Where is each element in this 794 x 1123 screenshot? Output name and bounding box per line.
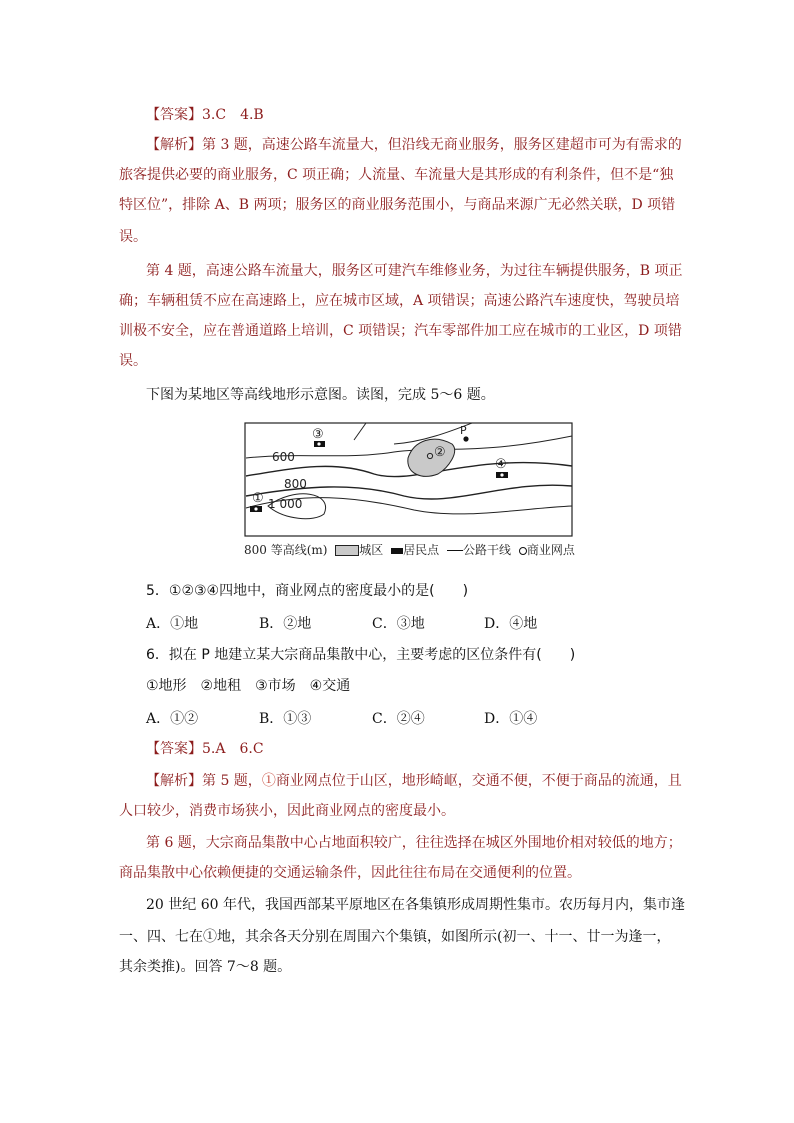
q6-option-d[interactable]: D．①④	[484, 711, 538, 727]
legend-city-swatch	[335, 545, 359, 556]
answer-label: 【答案】	[146, 107, 202, 123]
question-6-stem: 6．拟在 P 地建立某大宗商品集散中心，主要考虑的区位条件有( )	[146, 647, 576, 663]
q6-option-a[interactable]: A．①②	[146, 711, 199, 727]
analysis-label: 【解析】	[146, 137, 202, 153]
analysis-line: 误。	[119, 353, 147, 369]
analysis-line	[146, 772, 682, 790]
shop-4	[500, 473, 503, 476]
analysis-line: 第 6 题，大宗商品集散中心占地面积较广，往往选择在城区外围地价相对较低的地方；	[146, 835, 682, 851]
q6-option-b[interactable]: B．①③	[259, 711, 312, 727]
analysis-line: 人口较少，消费市场狭小，因此商业网点的密度最小。	[119, 803, 455, 819]
legend-residence: 居民点	[403, 543, 440, 557]
answer-value: 3.C 4.B	[202, 107, 264, 123]
analysis-line	[146, 136, 682, 154]
analysis-line: 商品集散中心依赖便捷的交通运输条件，因此往往布局在交通便利的位置。	[119, 865, 581, 881]
q6-option-c[interactable]: C．②④	[372, 711, 425, 727]
analysis-line: 特区位”，排除 A、B 两项；服务区的商业服务范围小，与商品来源广无必然关联，D 项错	[119, 197, 676, 213]
analysis-text: ①	[261, 773, 276, 789]
analysis-line: 训极不安全，应在普通道路上培训，C 项错误；汽车零部件加工应在城市的工业区，D 项错	[119, 323, 682, 339]
legend-residence-swatch	[391, 548, 403, 554]
label-n1: ①	[252, 491, 264, 506]
legend-road-swatch	[447, 550, 463, 551]
label-600: 600	[272, 450, 295, 464]
legend-shop-swatch	[519, 547, 527, 555]
label-800: 800	[284, 477, 307, 491]
legend-contour: 800 等高线(m)	[244, 543, 328, 557]
question-5-stem: 5．①②③④四地中，商业网点的密度最小的是( )	[146, 583, 469, 599]
answer-value: 5.A 6.C	[202, 741, 264, 757]
shop-3	[317, 442, 320, 445]
answer-5-6	[146, 740, 264, 758]
analysis-text: 第 5 题，	[202, 773, 262, 789]
analysis-line: 旅客提供必要的商业服务，C 项正确；人流量、车流量大是其形成的有利条件，但不是“独	[119, 167, 674, 183]
intro-7-8: 一、四、七在①地，其余各天分别在周围六个集镇，如图所示(初一、十一、廿一为逢一，	[119, 929, 671, 945]
question-6-items: ①地形 ②地租 ③市场 ④交通	[146, 678, 351, 694]
intro-5-6: 下图为某地区等高线地形示意图。读图，完成 5～6 题。	[146, 387, 495, 403]
intro-7-8: 20 世纪 60 年代，我国西部某平原地区在各集镇形成周期性集市。农历每月内，集市逢	[146, 897, 685, 913]
legend-road: 公路干线	[462, 543, 511, 557]
answer-3-4	[146, 106, 264, 124]
analysis-text: 第 3 题，高速公路车流量大，但沿线无商业服务，服务区建超市可为有需求的	[202, 137, 682, 153]
analysis-line: 第 4 题，高速公路车流量大，服务区可建汽车维修业务，为过往车辆提供服务，B 项正	[146, 263, 683, 279]
label-n2: ②	[434, 445, 446, 460]
point-p	[463, 436, 468, 441]
q5-option-d[interactable]: D．④地	[484, 616, 538, 632]
analysis-label: 【解析】	[146, 773, 202, 789]
q5-option-c[interactable]: C．③地	[372, 616, 425, 632]
answer-label: 【答案】	[146, 741, 202, 757]
map-legend	[244, 541, 575, 558]
analysis-line: 误。	[119, 229, 147, 245]
label-p: P	[460, 424, 467, 437]
legend-city: 城区	[359, 543, 384, 557]
q5-option-b[interactable]: B．②地	[259, 616, 312, 632]
legend-shop: 商业网点	[526, 543, 575, 557]
label-n3: ③	[312, 427, 324, 442]
analysis-text: 商业网点位于山区，地形崎岖，交通不便，不便于商品的流通，且	[275, 773, 682, 789]
label-1000: 1 000	[268, 497, 303, 511]
label-n4: ④	[495, 457, 507, 472]
intro-7-8: 其余类推)。回答 7～8 题。	[119, 959, 292, 975]
contour-map	[244, 422, 574, 538]
shop-1	[254, 507, 257, 510]
analysis-line: 确；车辆租赁不应在高速路上，应在城市区域，A 项错误；高速公路汽车速度快，驾驶员培	[119, 293, 680, 309]
q5-option-a[interactable]: A．①地	[146, 616, 199, 632]
